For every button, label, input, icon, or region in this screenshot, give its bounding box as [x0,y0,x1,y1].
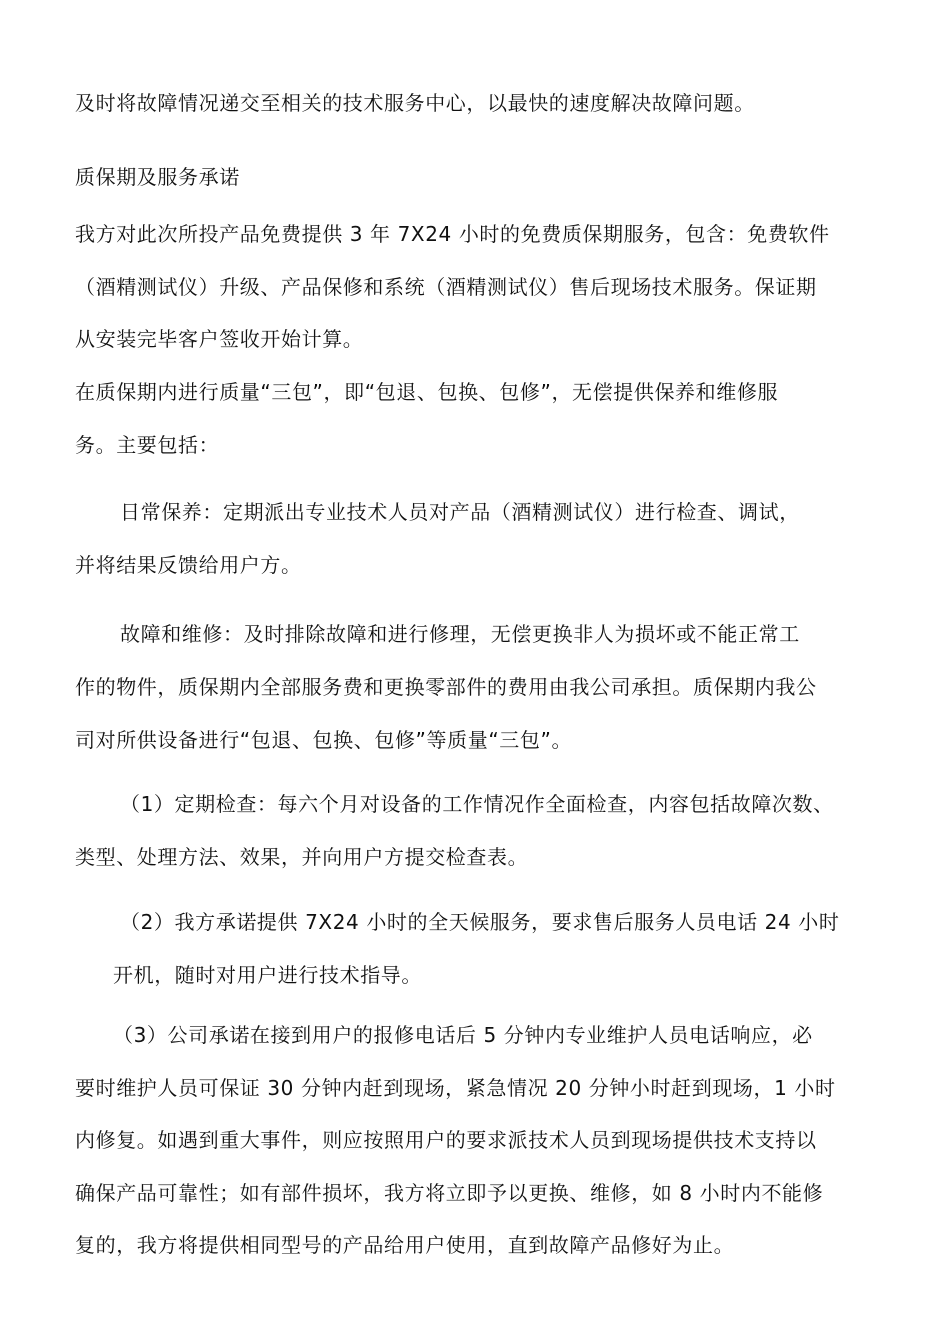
text-line: （酒精测试仪）升级、产品保修和系统（酒精测试仪）售后现场技术服务。保证期 [75,275,817,299]
text-line: 及时将故障情况递交至相关的技术服务中心，以最快的速度解决故障问题。 [75,91,755,115]
text-line: 作的物件，质保期内全部服务费和更换零部件的费用由我公司承担。质保期内我公 [75,675,817,699]
text-line: 并将结果反馈给用户方。 [75,553,302,577]
text-line: 确保产品可靠性；如有部件损坏，我方将立即予以更换、维修，如 8 小时内不能修 [75,1181,824,1205]
list-item-3: （3）公司承诺在接到用户的报修电话后 5 分钟内专业维护人员电话响应，必 [113,1023,813,1047]
text-line: 从安装完毕客户签收开始计算。 [75,327,364,351]
text-line: 要时维护人员可保证 30 分钟内赶到现场，紧急情况 20 分钟小时赶到现场，1 小时 [75,1076,836,1100]
text-line: 司对所供设备进行“包退、包换、包修”等质量“三包”。 [75,728,573,752]
text-line: 开机，随时对用户进行技术指导。 [113,963,422,987]
text-line: 类型、处理方法、效果，并向用户方提交检查表。 [75,845,529,869]
text-line: 故障和维修：及时排除故障和进行修理，无偿更换非人为损坏或不能正常工 [120,622,800,646]
section-heading: 质保期及服务承诺 [75,165,240,189]
text-line: 在质保期内进行质量“三包”，即“包退、包换、包修”，无偿提供保养和维修服 [75,380,779,404]
list-item-2: （2）我方承诺提供 7X24 小时的全天候服务，要求售后服务人员电话 24 小时 [120,910,840,934]
text-line: 日常保养：定期派出专业技术人员对产品（酒精测试仪）进行检查、调试， [120,500,800,524]
text-line: 内修复。如遇到重大事件，则应按照用户的要求派技术人员到现场提供技术支持以 [75,1128,817,1152]
text-line: 我方对此次所投产品免费提供 3 年 7X24 小时的免费质保期服务，包含：免费软件 [75,222,830,246]
text-line: 复的，我方将提供相同型号的产品给用户使用，直到故障产品修好为止。 [75,1233,735,1257]
list-item-1: （1）定期检查：每六个月对设备的工作情况作全面检查，内容包括故障次数、 [120,792,834,816]
text-line: 务。主要包括： [75,433,220,457]
